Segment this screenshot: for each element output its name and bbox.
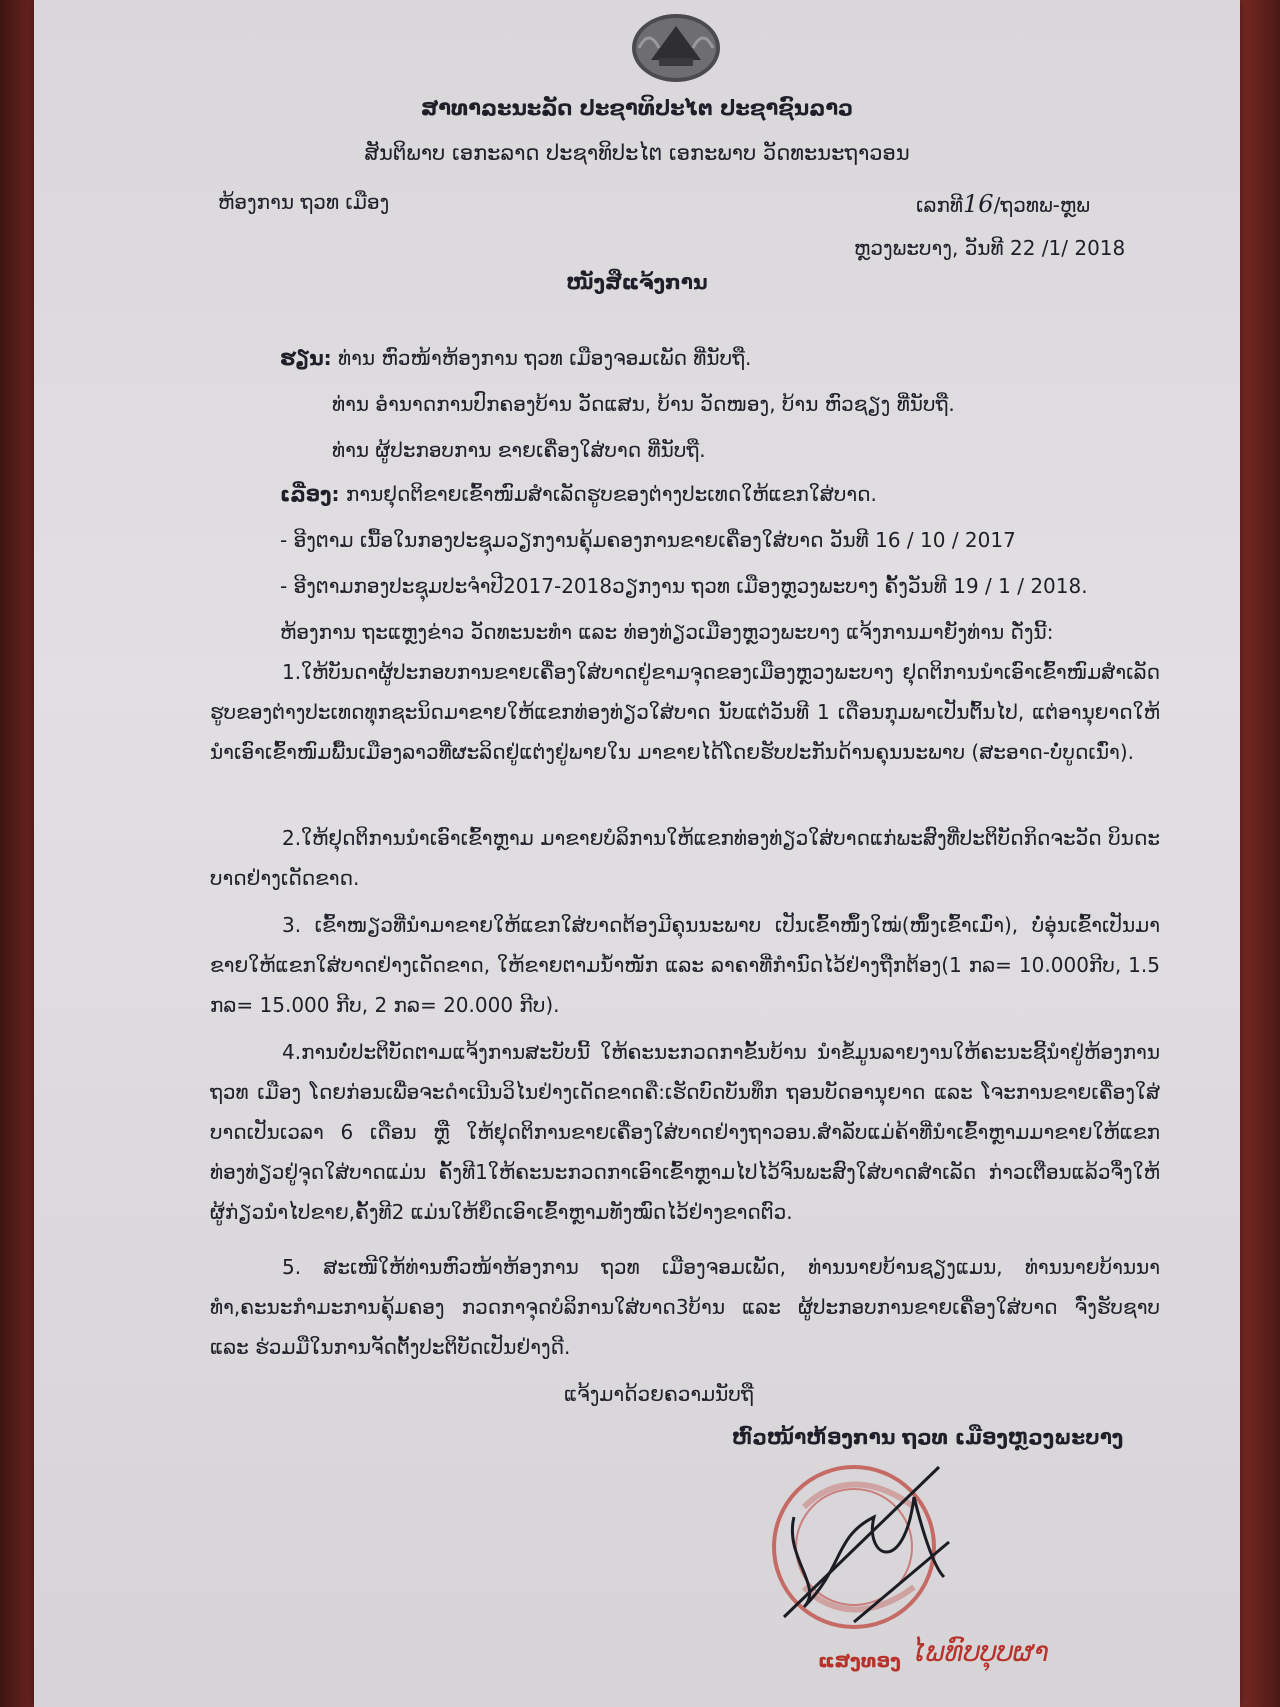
document-number-value: 16 <box>963 190 994 218</box>
item-1: 1.ໃຫ້ບັນດາຜູ້ປະກອບການຂາຍເຄື່ອງໃສ່ບາດຢູ່ຂາມຈຸດຂອງເມືອງຫຼວງພະບາງ ຢຸດຕິການນຳເອົາເຂົ້າໜົມສຳເລັດຮູບຂອງຕ່າງປະເທດທຸກຊະນິດມາຂາຍໃຫ້ແຂກທ່ອງທ່ຽວໃສ່ບາດ ນັບແຕ່ວັນທີ 1 ເດືອນກຸມພາເປັນຕົ້ນໄປ, ແຕ່ອານຸຍາດໃຫ້ນຳເອົາເຂົ້າໜົມພື້ນເມືອງລາວທີ່ຜະລິດຢູ່ແຕ່ງຢູ່ພາຍໃນ ມາຂາຍໄດ້ໂດຍຮັບປະກັນດ້ານຄຸນນະພາບ (ສະອາດ-ບໍ່ບູດເນົ່າ). <box>210 660 1160 764</box>
background-right-edge <box>1240 0 1280 1707</box>
document-number <box>916 190 1090 218</box>
signatory-label: ແສງທອງ <box>818 1650 901 1672</box>
recipient-2: ທ່ານ ອຳນາດການປົກຄອງບ້ານ ວັດແສນ, ບ້ານ ວັດໜອງ, ບ້ານ ຫົວຊຽງ ທີ່ນັບຖື. <box>332 392 955 416</box>
issuing-office: ຫ້ອງການ ຖວທ ເມືອງ <box>218 190 390 214</box>
document-page <box>34 0 1240 1707</box>
national-emblem-icon <box>629 8 723 84</box>
closing-line: ແຈ້ງມາດ້ວຍຄວາມນັບຖື <box>564 1382 754 1406</box>
signatory-title: ຫົວໜ້າຫ້ອງການ ຖວທ ເມືອງຫຼວງພະບາງ <box>732 1425 1124 1449</box>
item-3: 3. ເຂົ້າໜຽວທີ່ນຳມາຂາຍໃຫ້ແຂກໃສ່ບາດຕ້ອງມີຄຸນນະພາບ ເປັນເຂົ້າໜຶ້ງໃໝ່(ໜຶ້ງເຂົ້າເມົ່າ), ບໍ່ອຸ່ນເຂົ້າເປັນມາຂາຍໃຫ້ແຂກໃສ່ບາດຢ່າງເດັດຂາດ, ໃຫ້ຂາຍຕາມນ້ຳໜັກ ແລະ ລາຄາທີ່ກຳນົດໄວ້ຢ່າງຖືກຕ້ອງ(1 ກລ= 10.000ກີບ, 1.5 ກລ= 15.000 ກີບ, 2 ກລ= 20.000 ກີບ). <box>210 913 1160 1017</box>
subject-label: ເລື່ອງ: <box>280 482 340 506</box>
recipient-3: ທ່ານ ຜູ້ປະກອບການ ຂາຍເຄື່ອງໃສ່ບາດ ທີ່ນັບຖື. <box>332 438 706 462</box>
subject-line <box>280 482 877 506</box>
recipients-line-1 <box>280 346 751 370</box>
country-heading: ສາທາລະນະລັດ ປະຊາທິປະໄຕ ປະຊາຊົນລາວ <box>420 96 854 120</box>
document-number-label: ເລກທີ <box>916 193 964 217</box>
recipients-label: ຮຽນ: <box>280 346 332 370</box>
subject-text: ການຢຸດຕິຂາຍເຂົ້າໜົມສຳເລັດຮູບຂອງຕ່າງປະເທດໃຫ້ແຂກໃສ່ບາດ. <box>345 482 877 506</box>
document-date: ຫຼວງພະບາງ, ວັນທີ 22 /1/ 2018 <box>854 236 1126 260</box>
intro-paragraph: ຫ້ອງການ ຖະແຫຼງຂ່າວ ວັດທະນະທຳ ແລະ ທ່ອງທ່ຽວເມືອງຫຼວງພະບາງ ແຈ້ງການມາຍັງທ່ານ ດັ່ງນີ້: <box>280 620 1054 644</box>
item-5: 5. ສະເໜີໃຫ້ທ່ານຫົວໜ້າຫ້ອງການ ຖວທ ເມືອງຈອມເພັດ, ທ່ານນາຍບ້ານຊຽງແມນ, ທ່ານນາຍບ້ານນາທຳ,ຄະນະກຳມະການຄຸ້ມຄອງ ກວດກາຈຸດບໍລິການໃສ່ບາດ3ບ້ານ ແລະ ຜູ້ປະກອບການຂາຍເຄື່ອງໃສ່ບາດ ຈົ່ງຮັບຊາບ ແລະ ຮ່ວມມືໃນການຈັດຕັ້ງປະຕິບັດເປັນຢ່າງດີ. <box>210 1255 1160 1359</box>
reference-2: - ອີງຕາມກອງປະຊຸມປະຈຳປີ2017-2018ວຽກງານ ຖວທ ເມືອງຫຼວງພະບາງ ຄັ້ງວັນທີ 19 / 1 / 2018. <box>280 574 1088 598</box>
document-number-suffix: /ຖວທພ-ຫຼພ <box>993 193 1091 217</box>
signatory-name: ໄພທົບບຸບຜາ <box>912 1635 1050 1668</box>
national-motto: ສັນຕິພາບ ເອກະລາດ ປະຊາທິປະໄຕ ເອກະພາບ ວັດທະນະຖາວອນ <box>364 141 910 165</box>
recipient-1: ທ່ານ ຫົວໜ້າຫ້ອງການ ຖວທ ເມືອງຈອມເພັດ ທີ່ນັບຖື. <box>338 346 752 370</box>
reference-1: - ອີງຕາມ ເນື້ອໃນກອງປະຊຸມວຽກງານຄຸ້ມຄອງການຂາຍເຄື່ອງໃສ່ບາດ ວັນທີ 16 / 10 / 2017 <box>280 528 1016 552</box>
document-title: ໜັງສືແຈ້ງການ <box>566 270 708 294</box>
item-4: 4.ການບໍ່ປະຕິບັດຕາມແຈ້ງການສະບັບນີ້ ໃຫ້ຄະນະກວດກາຂັ້ນບ້ານ ນຳຂໍ້ມູນລາຍງານໃຫ້ຄະນະຊີ້ນຳຢູ່ຫ້ອງການ ຖວທ ເມືອງ ໂດຍກ່ອນເພື່ອຈະດຳເນີນວິໄນຢ່າງເດັດຂາດຄື:ເຮັດບົດບັນທຶກ ຖອນບັດອານຸຍາດ ແລະ ໂຈະການຂາຍເຄື່ອງໃສ່ບາດເປັນເວລາ 6 ເດືອນ ຫຼື ໃຫ້ຢຸດຕິການຂາຍເຄື່ອງໃສ່ບາດຢ່າງຖາວອນ.ສຳລັບແມ່ຄ້າທີ່ນຳເຂົ້າຫຼາມມາຂາຍໃຫ້ແຂກທ່ອງທ່ຽວຢູ່ຈຸດໃສ່ບາດແມ່ນ ຄັ້ງທີ1ໃຫ້ຄະນະກວດກາເອົາເຂົ້າຫຼາມໄປໄວ້ຈົນພະສົງໃສ່ບາດສຳເລັດ ກ່າວເຕືອນແລ້ວຈຶ່ງໃຫ້ຜູ້ກ່ຽວນຳໄປຂາຍ,ຄັ້ງທີ2 ແມ່ນໃຫ້ຍຶດເອົາເຂົ້າຫຼາມທັງໝົດໄວ້ຢ່າງຂາດຕົວ. <box>210 1040 1160 1224</box>
background-left-edge <box>0 0 34 1707</box>
official-stamp-and-signature <box>764 1447 950 1647</box>
item-2: 2.ໃຫ້ຢຸດຕິການນຳເອົາເຂົ້າຫຼາມ ມາຂາຍບໍລິການໃຫ້ແຂກທ່ອງທ່ຽວໃສ່ບາດແກ່ພະສົງທີ່ປະຕິບັດກິດຈະວັດ ບິນດະບາດຢ່າງເດັດຂາດ. <box>210 826 1160 890</box>
